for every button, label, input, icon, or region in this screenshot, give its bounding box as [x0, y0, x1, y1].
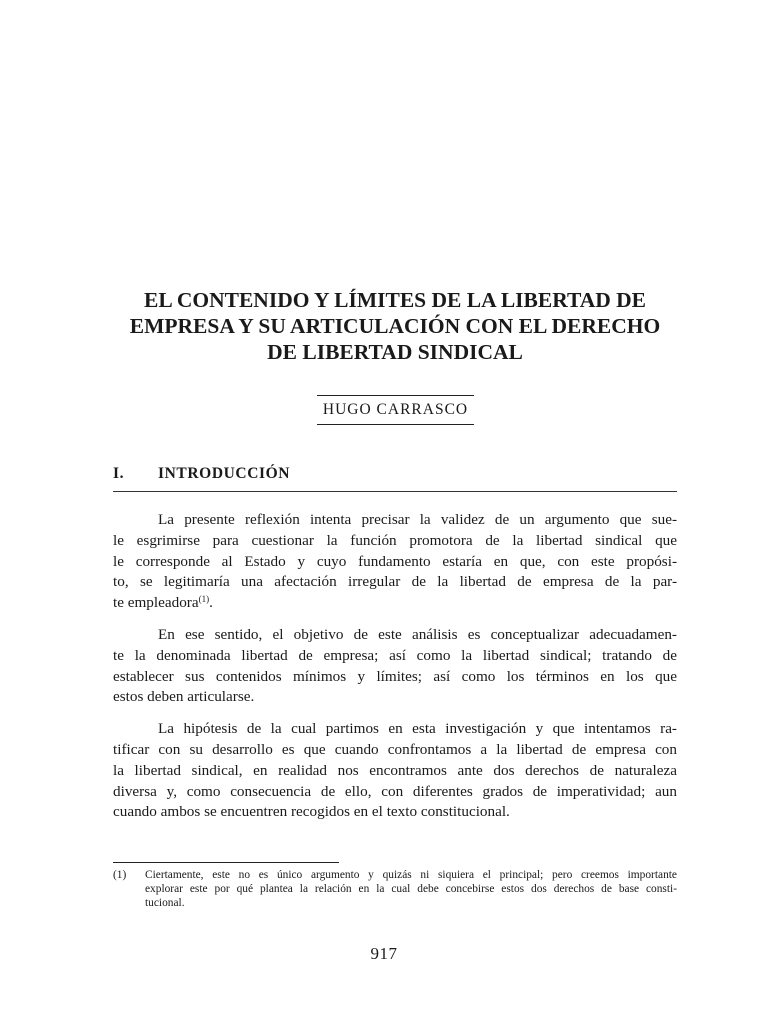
text-line: le corresponde al Estado y cuyo fundamento estaría en que, con este propósi-: [113, 552, 677, 570]
footnote-reference: (1): [198, 594, 210, 605]
paragraph: [113, 719, 677, 823]
text-line: [113, 593, 677, 614]
text-line: te la denominada libertad de empresa; así como la libertad sindical; tratando de: [113, 646, 677, 664]
text-fragment: te empleadora: [113, 594, 199, 612]
chapter-title-line: DE LIBERTAD SINDICAL: [267, 340, 523, 364]
text-line: En ese sentido, el objetivo de este análisis es conceptualizar adecuadamen-: [158, 625, 677, 643]
footnote-line: explorar este por qué plantea la relación en la cual debe concebirse estos dos derechos de base consti-: [145, 883, 677, 895]
footnote-line: tucional.: [145, 897, 185, 909]
chapter-title: [100, 287, 690, 365]
footnote-body: [145, 868, 677, 910]
chapter-title-line: EMPRESA Y SU ARTICULACIÓN CON EL DERECHO: [129, 314, 661, 338]
paragraph: [113, 510, 677, 614]
footnote-separator: [113, 862, 339, 863]
text-line: to, se legitimaría una afectación irregular de la libertad de empresa de la par-: [113, 573, 677, 591]
section-title: INTRODUCCIÓN: [158, 465, 291, 482]
body-text: [113, 510, 677, 834]
text-line: cuando ambos se encuentren recogidos en el texto constitucional.: [113, 803, 510, 821]
text-line: diversa y, como consecuencia de ello, con diferentes grados de imperatividad; aun: [113, 782, 677, 800]
section-rule: [113, 491, 677, 492]
text-line: La hipótesis de la cual partimos en esta investigación y que intentamos ra-: [158, 720, 677, 738]
text-line: La presente reflexión intenta precisar la validez de un argumento que sue-: [158, 511, 677, 528]
page-number: 917: [370, 944, 398, 963]
footnote: [113, 868, 677, 910]
text-fragment: .: [209, 594, 213, 612]
text-line: estos deben articularse.: [113, 688, 255, 706]
chapter-title-line: EL CONTENIDO Y LÍMITES DE LA LIBERTAD DE: [143, 288, 647, 312]
section-heading: [113, 463, 677, 492]
text-line: tificar con su desarrollo es que cuando confrontamos a la libertad de empresa con: [113, 740, 677, 758]
footnote-number: (1): [113, 869, 127, 881]
author-bottom-rule: [317, 424, 474, 425]
author-name: HUGO CARRASCO: [322, 401, 469, 418]
text-line: la libertad sindical, en realidad nos encontramos ante dos derechos de naturaleza: [113, 761, 677, 779]
footnote-line: Ciertamente, este no es único argumento y quizás ni siquiera el principal; pero creemos importante: [145, 869, 677, 881]
author-block: [317, 395, 474, 425]
text-line: establecer sus contenidos mínimos y límites; así como los términos en los que: [113, 667, 677, 685]
paragraph: [113, 625, 677, 708]
section-number: I.: [113, 465, 125, 482]
text-line: le esgrimirse para cuestionar la función promotora de la libertad sindical que: [113, 531, 677, 549]
